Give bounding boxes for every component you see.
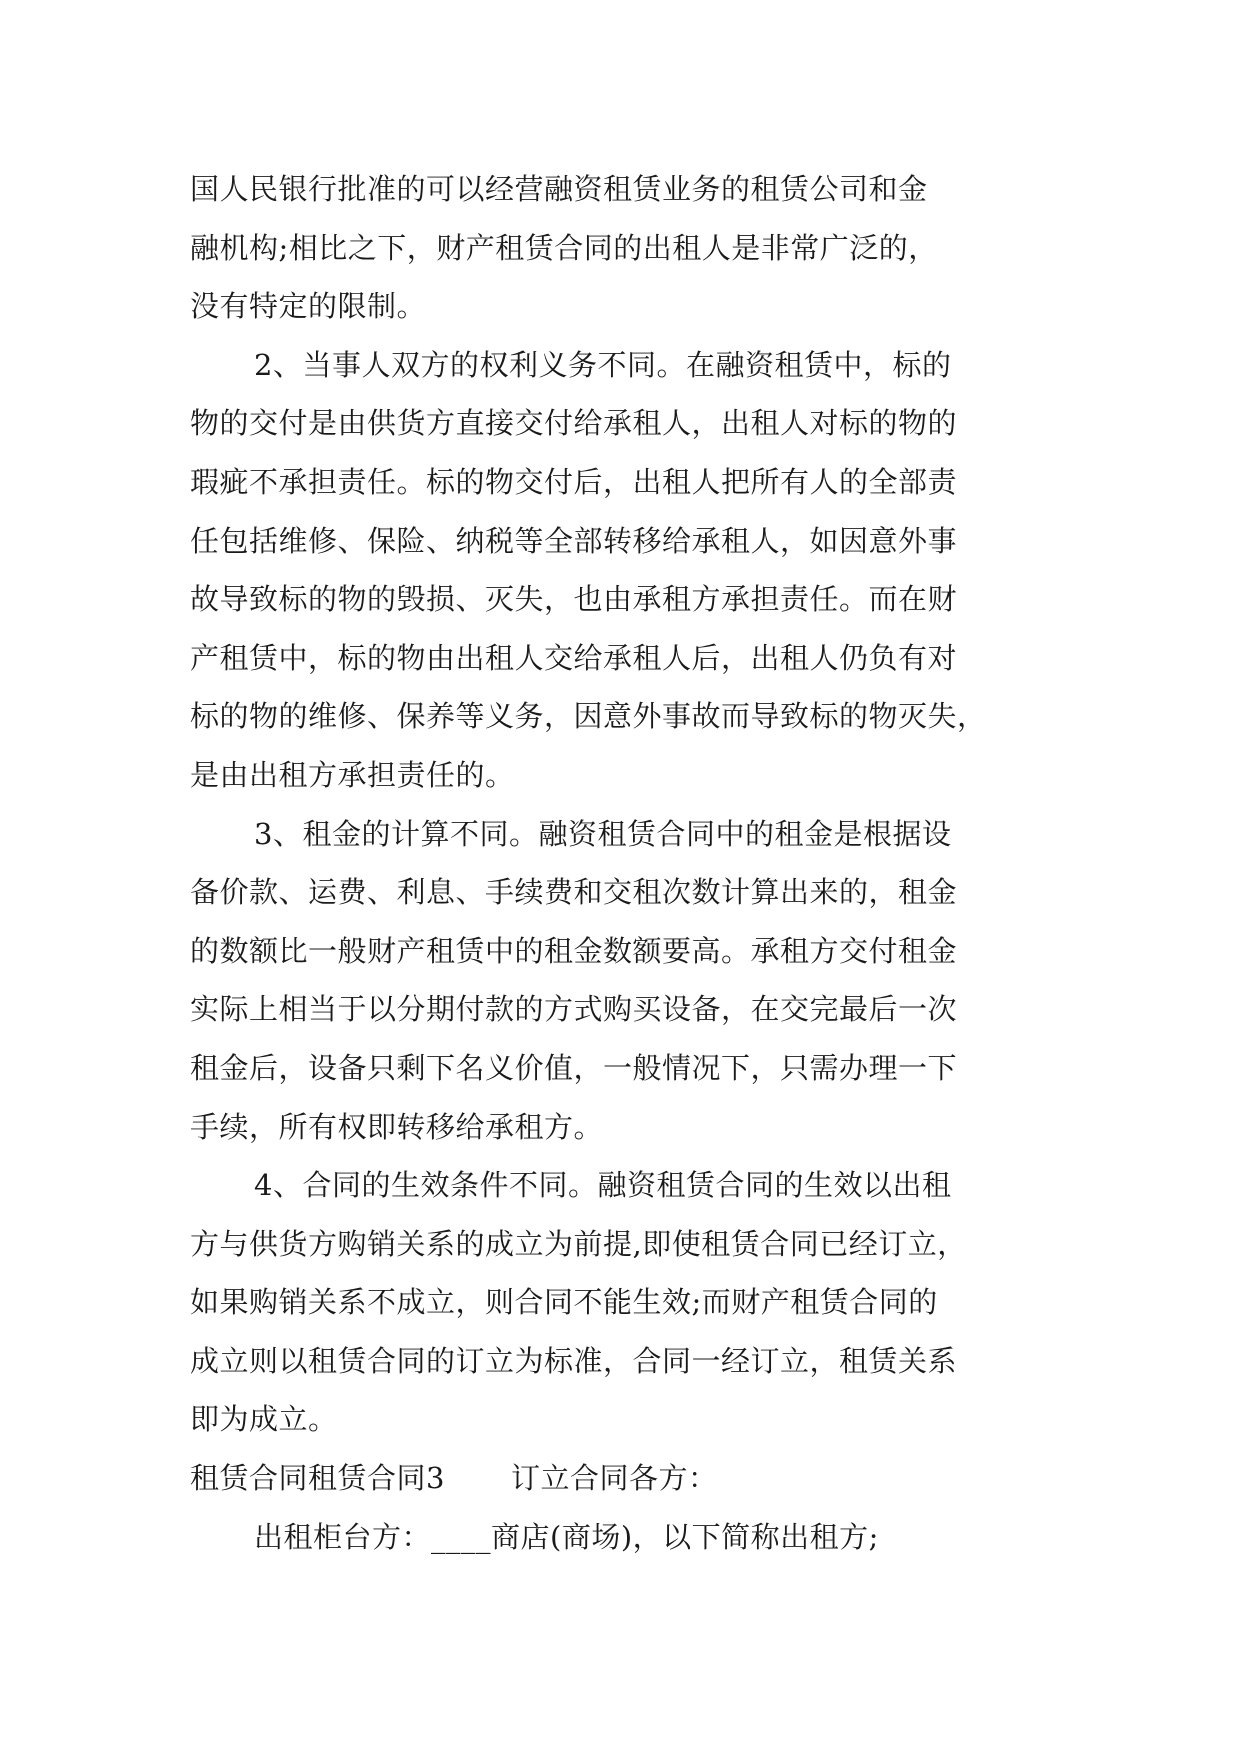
text-line: 没有特定的限制。 [190,289,427,324]
paragraph-3 [190,805,1050,1157]
text-line: 故导致标的物的毁损、灭失，也由承租方承担责任。而在财 [190,582,958,617]
paragraph-1 [190,160,1050,336]
text-line: 任包括维修、保险、纳税等全部转移给承租人，如因意外事 [190,523,958,558]
text-line: 租金后，设备只剩下名义价值，一般情况下，只需办理一下 [190,1050,958,1085]
text-line: 国人民银行批准的可以经营融资租赁业务的租赁公司和金 [190,172,928,206]
section-heading [190,1449,1050,1508]
text-line: 物的交付是由供货方直接交付给承租人，出租人对标的物的 [190,406,958,441]
text-line: 产租赁中，标的物由出租人交给承租人后，出租人仍负有对 [190,640,958,675]
document-page [190,160,1050,1566]
text-line: 2、当事人双方的权利义务不同。在融资租赁中，标的 [254,347,952,382]
text-line: 备价款、运费、利息、手续费和交租次数计算出来的，租金 [190,875,958,910]
text-line: 融机构;相比之下，财产租赁合同的出租人是非常广泛的， [190,230,938,265]
text-line: 实际上相当于以分期付款的方式购买设备，在交完最后一次 [190,992,958,1027]
text-line: 手续，所有权即转移给承租方。 [190,1109,604,1144]
text-line: 3、租金的计算不同。融资租赁合同中的租金是根据设 [254,816,952,851]
heading-title: 租赁合同租赁合同3 [190,1461,445,1496]
text-line: 即为成立。 [190,1402,338,1437]
heading-parties: 订立合同各方： [510,1461,718,1496]
text-line: 如果购销关系不成立，则合同不能生效;而财产租赁合同的 [190,1285,938,1320]
text-line: 的数额比一般财产租赁中的租金数额要高。承租方交付租金 [190,933,958,968]
text-line: 方与供货方购销关系的成立为前提,即使租赁合同已经订立， [190,1226,967,1261]
text-line: 标的物的维修、保养等义务，因意外事故而导致标的物灭失， [190,699,987,734]
text-line: 出租柜台方：____商店(商场)，以下简称出租方; [254,1519,879,1554]
paragraph-4 [190,1156,1050,1449]
text-line: 是由出租方承担责任的。 [190,757,515,792]
text-line: 4、合同的生效条件不同。融资租赁合同的生效以出租 [254,1168,952,1203]
text-line: 成立则以租赁合同的订立为标准，合同一经订立，租赁关系 [190,1343,958,1378]
paragraph-2 [190,336,1050,805]
text-line: 瑕疵不承担责任。标的物交付后，出租人把所有人的全部责 [190,464,958,499]
